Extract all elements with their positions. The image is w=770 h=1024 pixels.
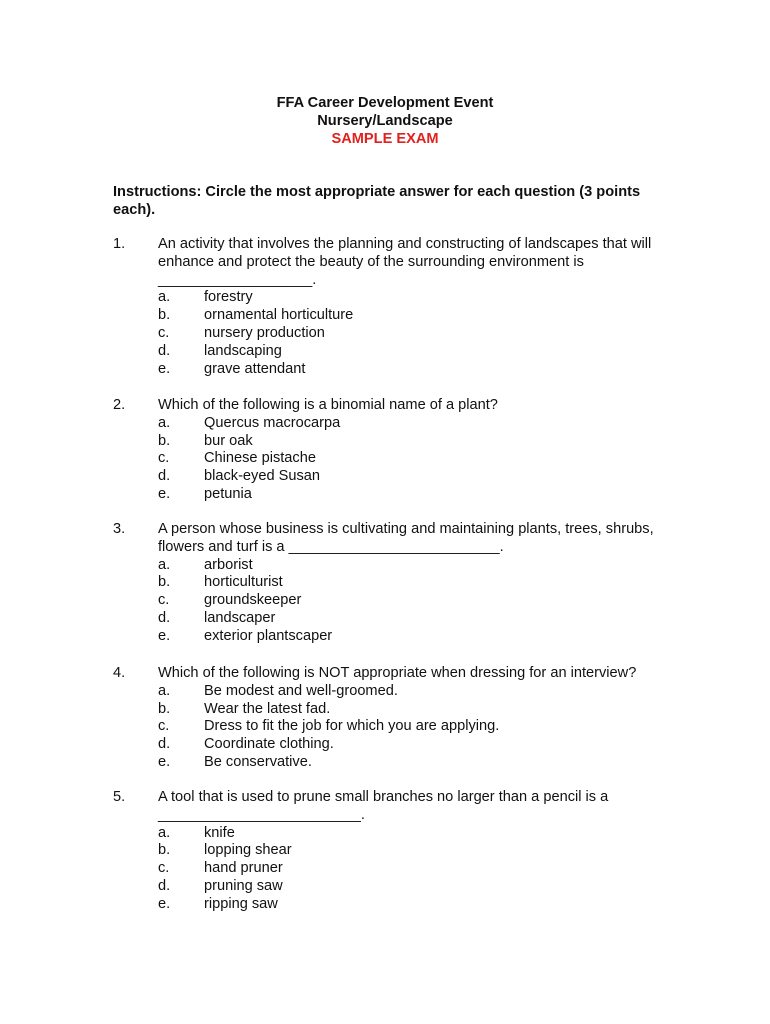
question-1 [113, 236, 673, 378]
answer-option-d[interactable] [158, 736, 673, 754]
option-letter: b. [158, 842, 171, 859]
option-letter: b. [158, 307, 171, 324]
answer-option-e[interactable] [158, 628, 673, 646]
option-text: Coordinate clothing. [204, 736, 334, 753]
option-text: landscaping [204, 342, 282, 359]
option-letter: c. [158, 592, 170, 609]
option-letter: b. [158, 574, 171, 591]
option-text: arborist [204, 556, 253, 573]
answer-options [158, 415, 673, 504]
option-text: Be conservative. [204, 753, 312, 770]
answer-option-e[interactable] [158, 754, 673, 772]
answer-option-e[interactable] [158, 361, 673, 379]
answer-option-a[interactable] [158, 683, 673, 701]
answer-option-c[interactable] [158, 450, 673, 468]
option-letter: a. [158, 682, 171, 699]
option-text: Wear the latest fad. [204, 700, 331, 717]
option-letter: d. [158, 342, 171, 359]
answer-option-a[interactable] [158, 557, 673, 575]
option-letter: a. [158, 289, 171, 306]
option-text: hand pruner [204, 860, 283, 877]
event-category: Nursery/Landscape [317, 113, 453, 129]
option-letter: d. [158, 609, 171, 626]
question-text: A tool that is used to prune small branches no larger than a pencil is a _________________________. [158, 789, 609, 823]
option-text: black-eyed Susan [204, 468, 321, 485]
sample-exam-label: SAMPLE EXAM [331, 131, 439, 147]
option-text: Chinese pistache [204, 450, 316, 467]
option-text: Quercus macrocarpa [204, 414, 341, 431]
answer-option-b[interactable] [158, 433, 673, 451]
option-text: grave attendant [204, 360, 306, 377]
option-letter: e. [158, 895, 171, 912]
question-2 [113, 397, 673, 504]
answer-option-e[interactable] [158, 486, 673, 504]
option-text: nursery production [204, 324, 325, 341]
answer-option-d[interactable] [158, 343, 673, 361]
question-number: 4. [113, 665, 126, 681]
answer-option-d[interactable] [158, 610, 673, 628]
option-letter: c. [158, 718, 170, 735]
option-text: Be modest and well-groomed. [204, 682, 398, 699]
answer-option-a[interactable] [158, 825, 673, 843]
answer-option-b[interactable] [158, 842, 673, 860]
option-letter: d. [158, 468, 171, 485]
answer-option-c[interactable] [158, 592, 673, 610]
answer-option-b[interactable] [158, 307, 673, 325]
option-text: horticulturist [204, 574, 283, 591]
answer-option-a[interactable] [158, 289, 673, 307]
option-letter: b. [158, 432, 171, 449]
option-letter: e. [158, 360, 171, 377]
option-text: pruning saw [204, 877, 283, 894]
option-letter: b. [158, 700, 171, 717]
option-letter: e. [158, 753, 171, 770]
question-number: 2. [113, 397, 126, 413]
answer-options [158, 825, 673, 914]
question-3 [113, 521, 673, 646]
answer-option-d[interactable] [158, 878, 673, 896]
option-text: ornamental horticulture [204, 307, 354, 324]
answer-option-b[interactable] [158, 701, 673, 719]
option-letter: a. [158, 824, 171, 841]
answer-option-a[interactable] [158, 415, 673, 433]
option-text: forestry [204, 289, 253, 306]
question-number: 5. [113, 789, 126, 805]
question-text: An activity that involves the planning and constructing of landscapes that will enhance and protect the beauty of the surrounding environment is ___________________. [158, 236, 652, 288]
option-text: lopping shear [204, 842, 292, 859]
question-number: 1. [113, 236, 126, 252]
answer-options [158, 683, 673, 772]
answer-option-e[interactable] [158, 896, 673, 914]
option-letter: a. [158, 414, 171, 431]
question-number: 3. [113, 521, 126, 537]
question-text: Which of the following is NOT appropriate when dressing for an interview? [158, 665, 637, 681]
option-text: exterior plantscaper [204, 627, 333, 644]
answer-option-b[interactable] [158, 574, 673, 592]
option-text: petunia [204, 485, 252, 502]
option-text: landscaper [204, 609, 276, 626]
question-text: Which of the following is a binomial name of a plant? [158, 397, 498, 413]
option-letter: a. [158, 556, 171, 573]
option-letter: e. [158, 627, 171, 644]
option-letter: c. [158, 324, 170, 341]
answer-options [158, 289, 673, 378]
option-text: knife [204, 824, 235, 841]
option-text: ripping saw [204, 895, 278, 912]
option-letter: e. [158, 485, 171, 502]
question-text: A person whose business is cultivating and maintaining plants, trees, shrubs, flowers and turf is a __________________________. [158, 521, 654, 555]
option-letter: d. [158, 877, 171, 894]
instructions: Instructions: Circle the most appropriate answer for each question (3 points each). [113, 184, 641, 218]
option-letter: c. [158, 860, 170, 877]
answer-option-c[interactable] [158, 860, 673, 878]
option-letter: c. [158, 450, 170, 467]
question-4 [113, 665, 673, 772]
option-text: groundskeeper [204, 592, 302, 609]
answer-option-c[interactable] [158, 718, 673, 736]
question-5 [113, 789, 673, 914]
option-text: bur oak [204, 432, 253, 449]
answer-option-d[interactable] [158, 468, 673, 486]
answer-option-c[interactable] [158, 325, 673, 343]
event-title: FFA Career Development Event [276, 95, 494, 111]
answer-options [158, 557, 673, 646]
option-letter: d. [158, 736, 171, 753]
option-text: Dress to fit the job for which you are applying. [204, 718, 500, 735]
exam-header [0, 94, 770, 148]
